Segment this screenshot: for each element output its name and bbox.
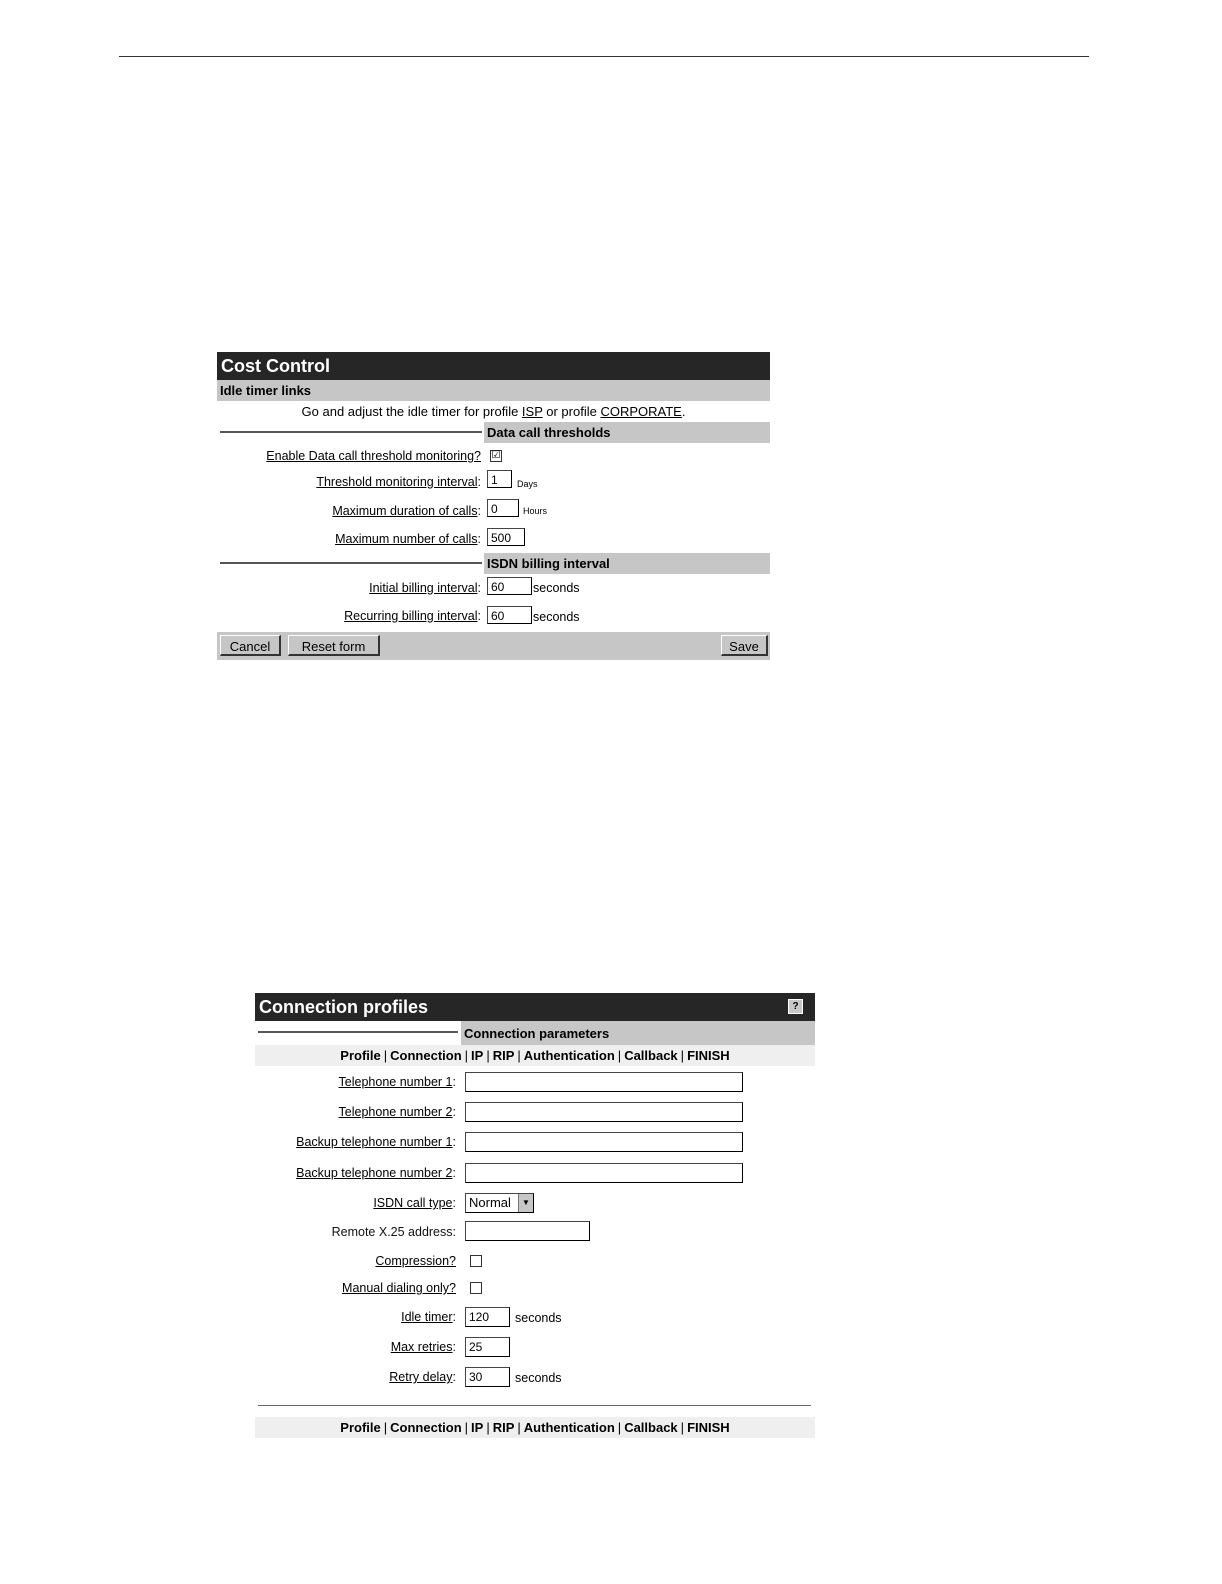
nav-ip-link[interactable]: IP [471, 1048, 484, 1063]
nav-authentication-link[interactable]: Authentication [523, 1048, 615, 1063]
retry-delay-row: Retry delay: 30 seconds [255, 1362, 815, 1393]
manual-dialing-label[interactable]: Manual dialing only? [342, 1281, 456, 1295]
nav-rip-link[interactable]: RIP [492, 1048, 515, 1063]
threshold-interval-input[interactable]: 1 [487, 470, 512, 488]
telephone-2-label[interactable]: Telephone number 2 [338, 1105, 453, 1119]
connection-parameters-header: Connection parameters [461, 1021, 815, 1045]
wizard-nav-bottom: Profile | Connection | IP | RIP | Authentication | Callback | FINISH [255, 1417, 815, 1438]
enable-monitoring-checkbox[interactable]: ☑ [491, 450, 501, 461]
data-call-thresholds-section [217, 422, 770, 443]
enable-monitoring-label[interactable]: Enable Data call threshold monitoring? [266, 449, 481, 463]
nav-callback-link[interactable]: Callback [624, 1048, 678, 1063]
nav-connection-link[interactable]: Connection [390, 1420, 462, 1435]
connection-profiles-panel [255, 993, 815, 1438]
isdn-call-type-row: ISDN call type: Normal ▼ [255, 1188, 815, 1218]
nav-authentication-link[interactable]: Authentication [523, 1420, 615, 1435]
telephone-1-row: Telephone number 1: [255, 1066, 815, 1097]
backup-telephone-2-input[interactable] [465, 1163, 743, 1183]
max-duration-label[interactable]: Maximum duration of calls [332, 504, 478, 518]
compression-checkbox[interactable] [470, 1255, 482, 1267]
telephone-1-input[interactable] [465, 1072, 743, 1092]
reset-form-button[interactable]: Reset form [288, 635, 380, 656]
section-divider [220, 431, 482, 433]
telephone-1-label[interactable]: Telephone number 1 [338, 1075, 453, 1089]
recurring-billing-input[interactable]: 60 [487, 606, 532, 624]
retry-delay-unit: seconds [515, 1371, 562, 1385]
manual-dialing-checkbox[interactable] [470, 1282, 482, 1294]
nav-connection-link[interactable]: Connection [390, 1048, 462, 1063]
nav-finish-link[interactable]: FINISH [687, 1048, 730, 1063]
idle-timer-unit: seconds [515, 1311, 562, 1325]
max-duration-input[interactable]: 0 [487, 499, 519, 517]
manual-dialing-row [255, 1274, 815, 1302]
cost-control-button-bar [217, 632, 770, 660]
isdn-billing-section [217, 553, 770, 574]
connection-profiles-title [255, 993, 815, 1021]
initial-billing-unit: seconds [533, 581, 580, 595]
compression-row [255, 1247, 815, 1274]
idle-timer-links-header: Idle timer links [217, 380, 770, 401]
remote-x25-input[interactable] [465, 1221, 590, 1241]
isp-profile-link[interactable]: ISP [521, 404, 543, 419]
retry-delay-label[interactable]: Retry delay [389, 1370, 453, 1384]
enable-monitoring-row [217, 443, 770, 470]
idle-timer-text: Go and adjust the idle timer for profile ISP or profile CORPORATE. [301, 404, 686, 419]
connection-profiles-title-text: Connection profiles [259, 997, 429, 1017]
idle-timer-input[interactable]: 120 [465, 1307, 510, 1327]
wizard-nav-top: Profile | Connection | IP | RIP | Authentication | Callback | FINISH [255, 1045, 815, 1066]
telephone-2-row: Telephone number 2: [255, 1097, 815, 1127]
compression-label[interactable]: Compression? [375, 1254, 456, 1268]
initial-billing-input[interactable]: 60 [487, 577, 532, 595]
idle-timer-label[interactable]: Idle timer [401, 1310, 453, 1324]
backup-telephone-2-row: Backup telephone number 2: [255, 1158, 815, 1188]
isdn-call-type-select[interactable] [465, 1193, 534, 1213]
help-icon[interactable]: ? [788, 999, 803, 1014]
max-duration-unit: Hours [523, 506, 548, 516]
initial-billing-label[interactable]: Initial billing interval [369, 581, 478, 595]
backup-telephone-2-label[interactable]: Backup telephone number 2 [296, 1166, 453, 1180]
max-number-label[interactable]: Maximum number of calls [335, 532, 478, 546]
bottom-divider [258, 1405, 811, 1406]
threshold-interval-unit: Days [517, 479, 538, 489]
max-retries-row: Max retries: 25 [255, 1332, 815, 1362]
page-top-rule [119, 56, 1089, 57]
threshold-interval-label[interactable]: Threshold monitoring interval [316, 475, 478, 489]
section-divider [258, 1031, 458, 1033]
telephone-2-input[interactable] [465, 1102, 743, 1122]
retry-delay-input[interactable]: 30 [465, 1367, 510, 1387]
remote-x25-label: Remote X.25 address [331, 1225, 453, 1239]
max-number-row: Maximum number of calls: 500 [217, 528, 770, 553]
connection-parameters-section [255, 1021, 815, 1045]
max-duration-row: Maximum duration of calls: 0 Hours [217, 499, 770, 528]
save-button[interactable]: Save [721, 635, 768, 656]
isdn-billing-header: ISDN billing interval [484, 553, 770, 574]
recurring-billing-label[interactable]: Recurring billing interval [344, 609, 478, 623]
chevron-down-icon[interactable]: ▼ [518, 1194, 533, 1212]
data-call-thresholds-header: Data call thresholds [484, 422, 770, 443]
initial-billing-row: Initial billing interval: 60 seconds [217, 574, 770, 603]
threshold-interval-row: Threshold monitoring interval: 1 Days [217, 470, 770, 499]
nav-callback-link[interactable]: Callback [624, 1420, 678, 1435]
nav-profile-link[interactable]: Profile [340, 1420, 381, 1435]
corporate-profile-link[interactable]: CORPORATE [600, 404, 682, 419]
max-retries-input[interactable]: 25 [465, 1337, 510, 1357]
backup-telephone-1-label[interactable]: Backup telephone number 1 [296, 1135, 453, 1149]
remote-x25-row: Remote X.25 address: [255, 1218, 815, 1247]
recurring-billing-unit: seconds [533, 610, 580, 624]
isdn-call-type-value: Normal [469, 1195, 511, 1210]
recurring-billing-row: Recurring billing interval: 60 seconds [217, 603, 770, 632]
isdn-call-type-label[interactable]: ISDN call type [373, 1196, 453, 1210]
bottom-divider-wrap [255, 1393, 815, 1417]
nav-ip-link[interactable]: IP [471, 1420, 484, 1435]
nav-profile-link[interactable]: Profile [340, 1048, 381, 1063]
cost-control-panel [217, 352, 770, 660]
nav-rip-link[interactable]: RIP [492, 1420, 515, 1435]
max-retries-label[interactable]: Max retries [390, 1340, 453, 1354]
nav-finish-link[interactable]: FINISH [687, 1420, 730, 1435]
backup-telephone-1-row: Backup telephone number 1: [255, 1127, 815, 1158]
cost-control-title: Cost Control [217, 352, 770, 380]
section-divider [220, 562, 482, 564]
idle-timer-row: Idle timer: 120 seconds [255, 1302, 815, 1332]
cancel-button[interactable]: Cancel [220, 635, 281, 656]
backup-telephone-1-input[interactable] [465, 1132, 743, 1152]
max-number-input[interactable]: 500 [487, 528, 525, 546]
